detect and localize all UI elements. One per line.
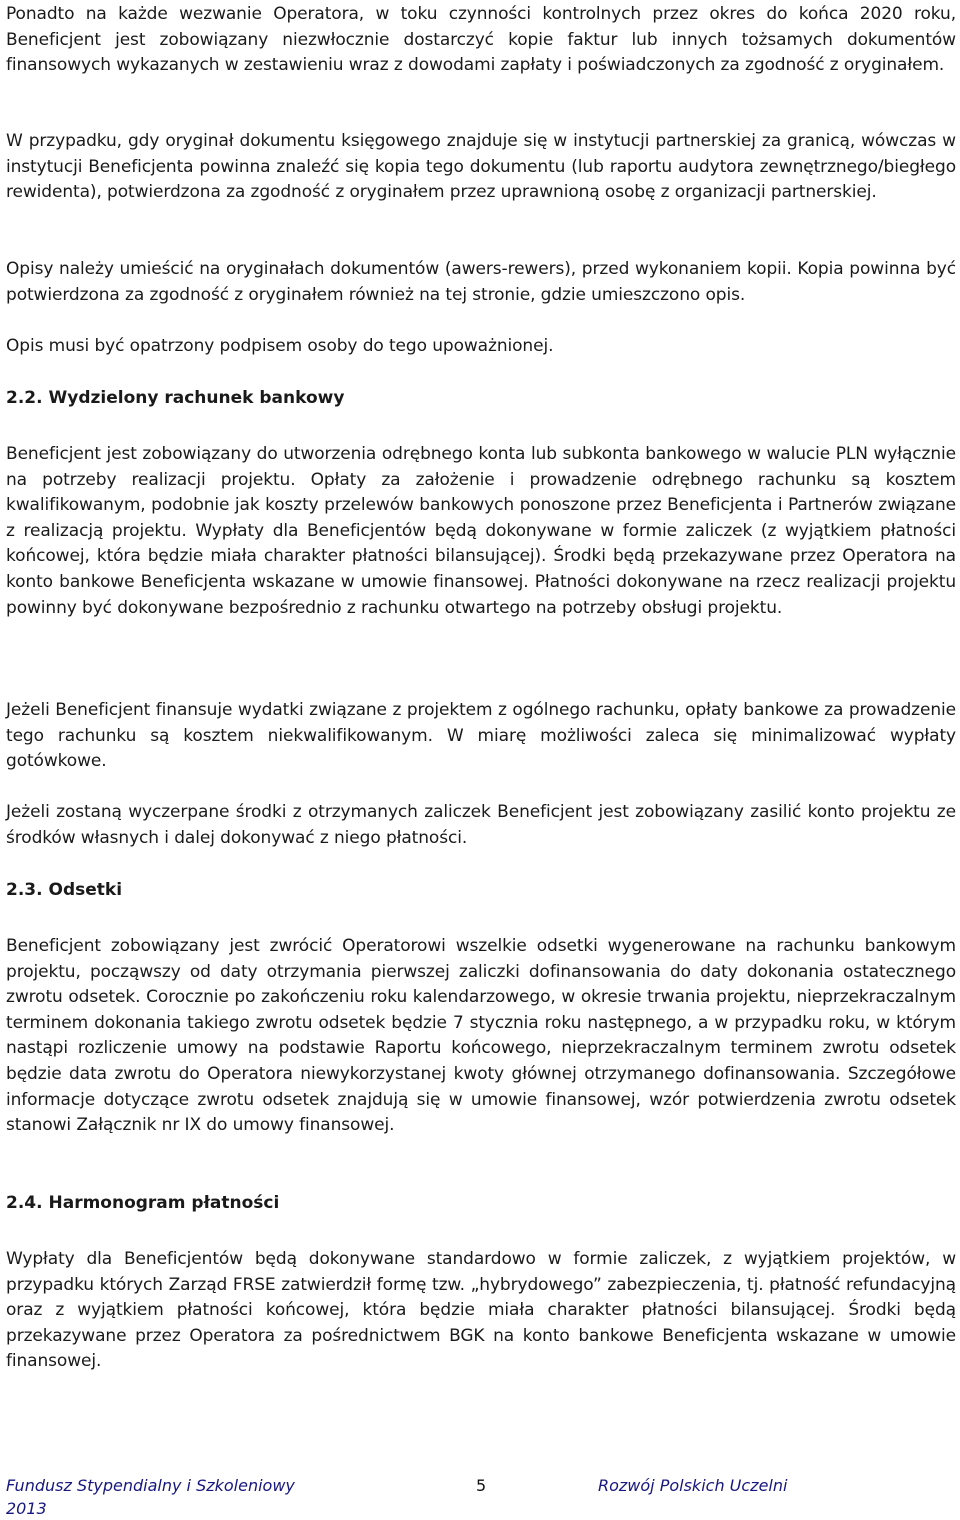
paragraph-harmonogram: Wypłaty dla Beneficjentów będą dokonywane standardowo w formie zaliczek, z wyjątkiem projektów, w przypadku których Zarząd FRSE zatwierdził formę tzw. „hybrydowego” zabezpieczenia, tj. płatność refundacyjną oraz z wyjątkiem płatności końcowej, która będzie miała charakter płatności bilansującej. Środki będą przekazywane przez Operatora za pośrednictwem BGK na konto bankowe Beneficjenta wskazane w umowie finansowej. <box>6 1249 956 1372</box>
paragraph-kopie-faktur: Ponadto na każde wezwanie Operatora, w toku czynności kontrolnych przez okres do końca 2020 roku, Beneficjent jest zobowiązany niezwłocznie dostarczyć kopie faktur lub innych tożsamych dokumentów finansowych wykazanych w zestawieniu wraz z dowodami zapłaty i poświadczonych za zgodność z oryginałem. <box>6 4 956 76</box>
paragraph-rachunek-bankowy: Beneficjent jest zobowiązany do utworzenia odrębnego konta lub subkonta bankowego w walucie PLN wyłącznie na potrzeby realizacji projektu. Opłaty za założenie i prowadzenie odrębnego rachunku są kosztem kwalifikowanym, podobnie jak koszty przelewów bankowych ponoszone przez Beneficjenta i Partnerów związane z realizacją projektu. Wypłaty dla Beneficjentów będą dokonywane w formie zaliczek (z wyjątkiem płatności końcowej, która będzie miała charakter płatności bilansującej). Środki będą przekazywane przez Operatora na konto bankowe Beneficjenta wskazane w umowie finansowej. Płatności dokonywane na rzecz realizacji projektu powinny być dokonywane bezpośrednio z rachunku otwartego na potrzeby obsługi projektu. <box>6 444 956 618</box>
footer-project-name: Rozwój Polskich Uczelni <box>598 1476 788 1495</box>
section-heading-2-2: 2.2. Wydzielony rachunek bankowy <box>6 388 345 408</box>
page-number: 5 <box>476 1476 487 1495</box>
paragraph-oplaty-bankowe: Jeżeli Beneficjent finansuje wydatki związane z projektem z ogólnego rachunku, opłaty bankowe za prowadzenie tego rachunku są kosztem niekwalifikowanym. W miarę możliwości zaleca się minimalizować wypłaty gotówkowe. <box>6 700 956 772</box>
section-heading-2-4: 2.4. Harmonogram płatności <box>6 1193 280 1213</box>
paragraph-opisy-awers-rewers: Opisy należy umieścić na oryginałach dokumentów (awers-rewers), przed wykonaniem kopii. Kopia powinna być potwierdzona za zgodność z oryginałem również na tej stronie, gdzie umieszczono opis. <box>6 259 956 305</box>
page-footer <box>6 1474 956 1520</box>
paragraph-instytucja-partnerska: W przypadku, gdy oryginał dokumentu księgowego znajduje się w instytucji partnerskiej za granicą, wówczas w instytucji Beneficjenta powinna znaleźć się kopia tego dokumentu (lub raportu audytora zewnętrznego/biegłego rewidenta), potwierdzona za zgodność z oryginałem przez uprawnioną osobę z organizacji partnerskiej. <box>6 131 956 203</box>
paragraph-zasilenie-konta: Jeżeli zostaną wyczerpane środki z otrzymanych zaliczek Beneficjent jest zobowiązany zasilić konto projektu ze środków własnych i dalej dokonywać z niego płatności. <box>6 802 956 848</box>
section-heading-2-3: 2.3. Odsetki <box>6 880 123 900</box>
paragraph-odsetki: Beneficjent zobowiązany jest zwrócić Operatorowi wszelkie odsetki wygenerowane na rachunku bankowym projektu, począwszy od daty otrzymania pierwszej zaliczki dofinansowania do daty dokonania ostatecznego zwrotu odsetek. Corocznie po zakończeniu roku kalendarzowego, w okresie trwania projektu, nieprzekraczalnym terminem dokonania takiego zwrotu odsetek będzie 7 stycznia roku następnego, a w przypadku roku, w którym nastąpi rozliczenie umowy na podstawie Raportu końcowego, nieprzekraczalnym terminem zwrotu odsetek będzie data zwrotu do Operatora niewykorzystanej kwoty głównej otrzymanego dofinansowania. Szczegółowe informacje dotyczące zwrotu odsetek znajdują się w umowie finansowej, wzór potwierdzenia zwrotu odsetek stanowi Załącznik nr IX do umowy finansowej. <box>6 936 956 1136</box>
footer-program-name: Fundusz Stypendialny i Szkoleniowy 2013 <box>6 1476 295 1518</box>
paragraph-podpis: Opis musi być opatrzony podpisem osoby do tego upoważnionej. <box>6 336 554 356</box>
